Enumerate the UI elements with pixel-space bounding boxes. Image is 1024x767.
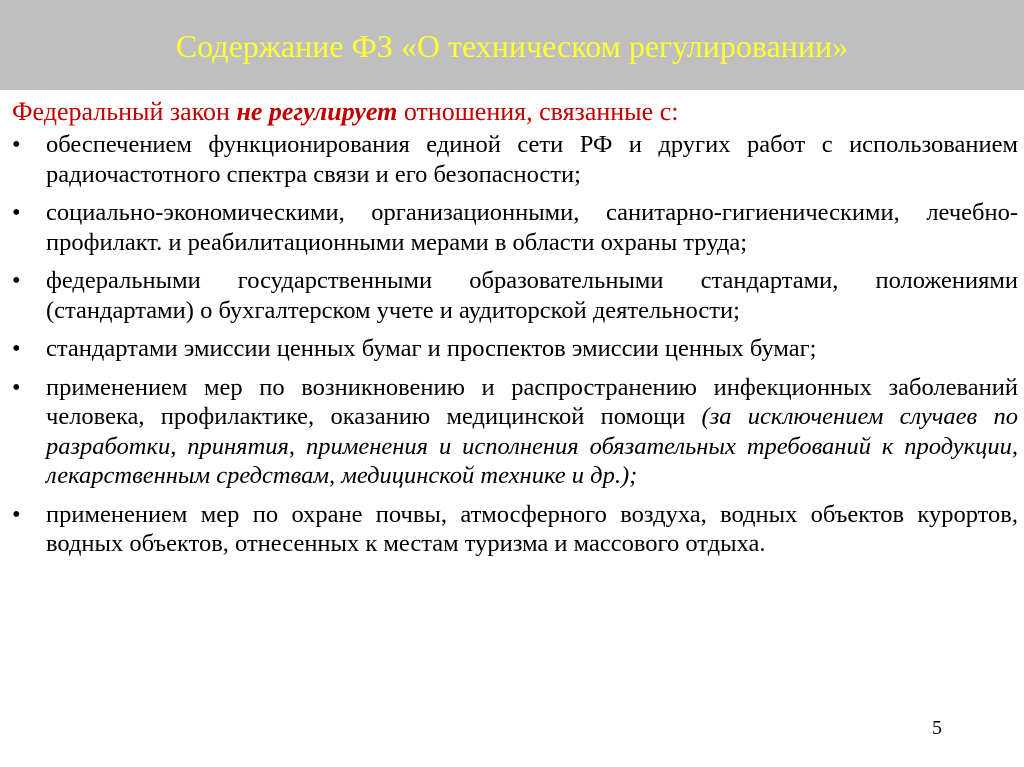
list-item [12,500,1018,559]
slide-content [12,96,1018,568]
page-number: 5 [932,717,942,739]
list-item-text: стандартами эмиссии ценных бумаг и проспектов эмиссии ценных бумаг; [46,335,817,362]
list-item-text: применением мер по возникновению и распространению инфекционных заболеваний человека, профилактике, оказанию медицинской помощи [46,373,1018,430]
intro-after: отношения, связанные с: [397,97,679,126]
intro-line [12,96,1018,128]
list-item [12,373,1018,491]
bullet-icon: • [12,199,21,226]
bullet-icon: • [12,131,21,158]
list-item-text: федеральными государственными образовательными стандартами, положениями (стандартами) о бухгалтерском учете и аудиторской деятельности; [46,267,1018,324]
list-item [12,266,1018,325]
list-item [12,334,1018,364]
title-bar [0,0,1024,90]
bullet-icon: • [12,373,21,401]
bullet-list [12,130,1018,559]
list-item [12,198,1018,257]
bullet-icon: • [12,500,21,528]
list-item [12,130,1018,189]
slide-title: Содержание ФЗ «О техническом регулировании» [175,28,849,64]
list-item-italic-note: (за исключением случаев по разработки, принятия, применения и исполнения обязательных требований к продукции, лекарственным средствам, медицинской технике и др.); [46,403,1018,489]
list-item-text: применением мер по охране почвы, атмосферного воздуха, водных объектов курортов, водных объектов, отнесенных к местам туризма и массового отдыха. [46,500,1018,557]
bullet-icon: • [12,267,21,294]
list-item-text: обеспечением функционирования единой сети РФ и других работ с использованием радиочастотного спектра связи и его безопасности; [46,131,1018,188]
intro-emphasis: не регулирует [236,97,398,126]
list-item-text: социально-экономическими, организационными, санитарно-гигиеническими, лечебно-профилакт. и реабилитационными мерами в области охраны труда; [46,199,1018,256]
intro-before: Федеральный закон [12,97,237,126]
bullet-icon: • [12,335,21,362]
